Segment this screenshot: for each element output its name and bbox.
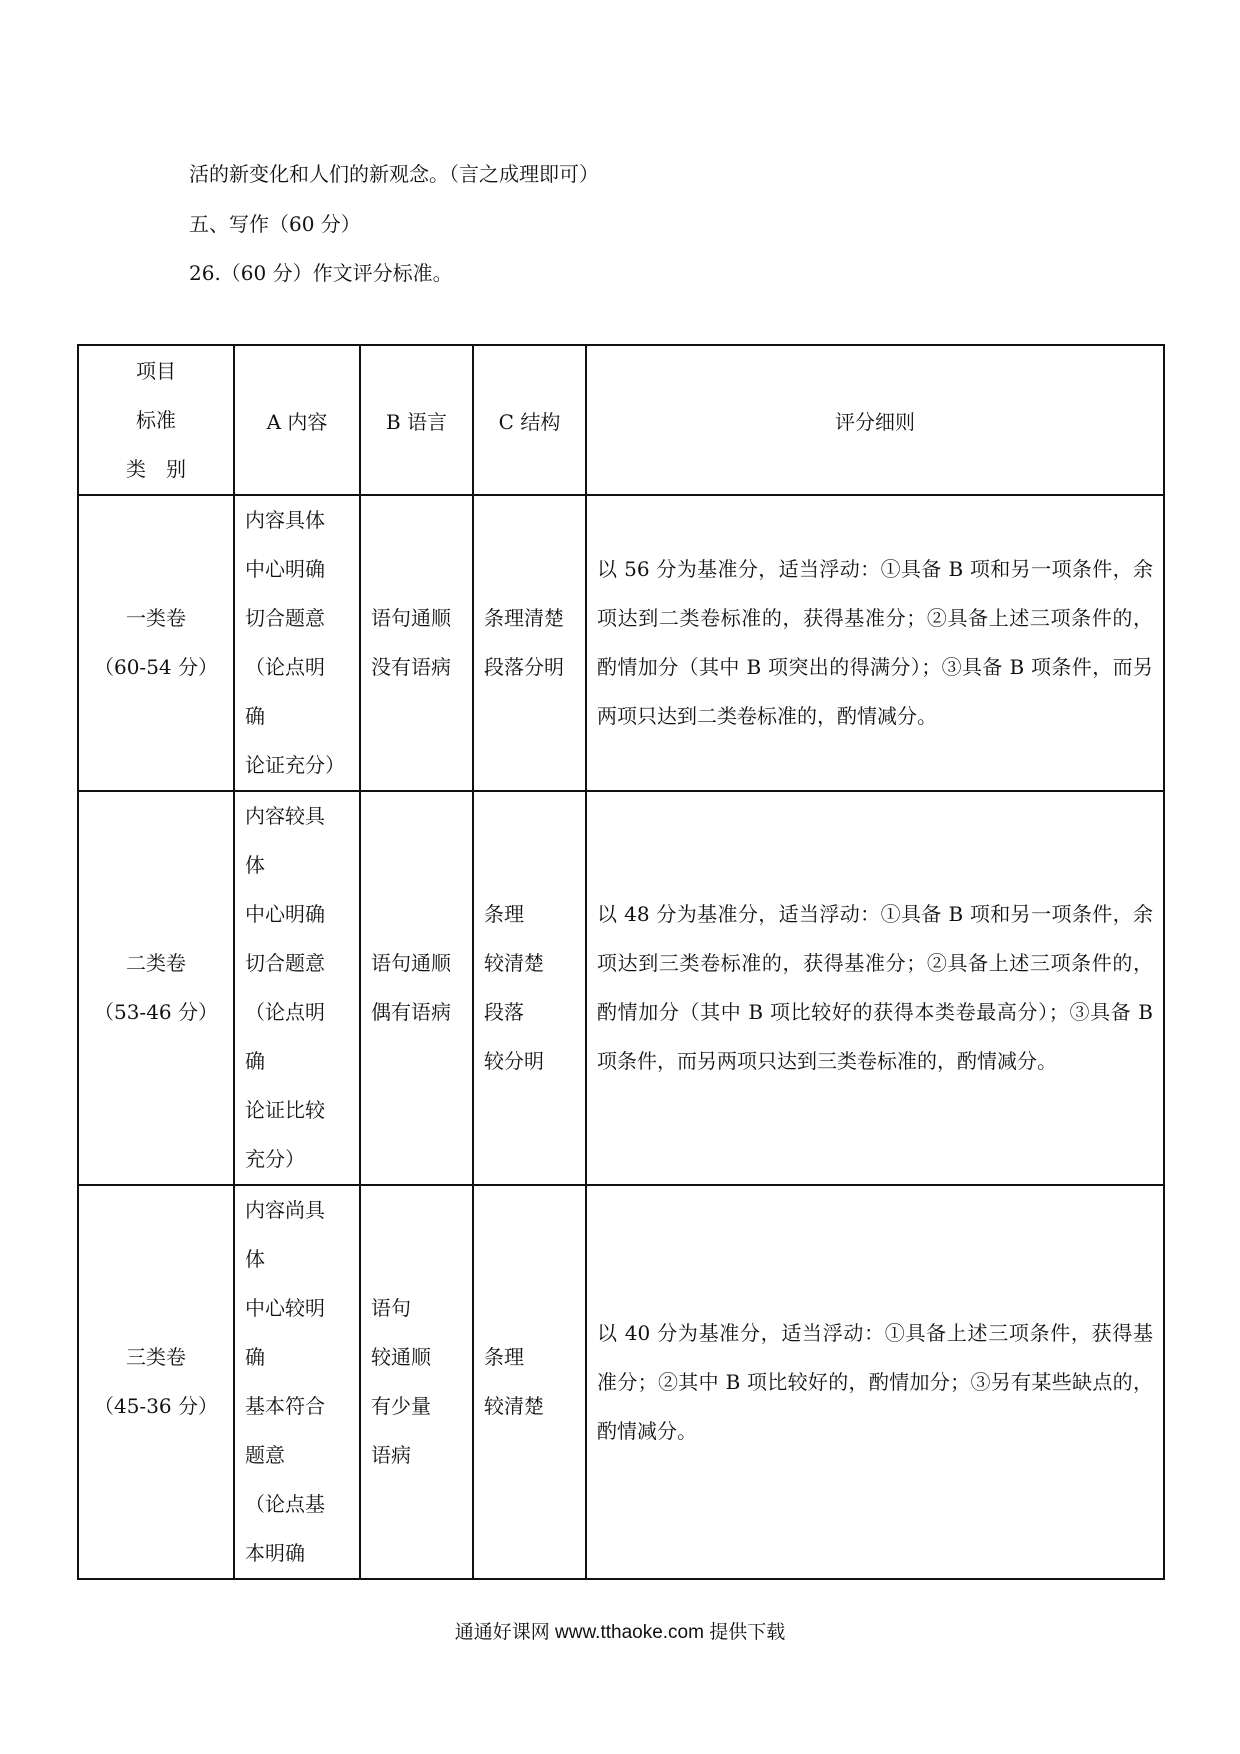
content-line: 基本符合 xyxy=(245,1394,325,1418)
language-cell xyxy=(360,791,473,1185)
category-range: （60-54 分） xyxy=(93,655,218,679)
content-line: 中心明确 xyxy=(245,902,325,926)
question-title: 26.（60 分）作文评分标准。 xyxy=(189,261,453,285)
content-line: 题意 xyxy=(245,1443,285,1467)
content-line: 内容尚具 xyxy=(245,1198,325,1222)
category-name: 一类卷 xyxy=(126,606,186,630)
content-line: 内容具体 xyxy=(245,508,325,532)
language-line: 偶有语病 xyxy=(371,1000,451,1024)
header-language: B 语言 xyxy=(360,345,473,495)
table-header-row xyxy=(78,345,1164,495)
structure-cell xyxy=(473,1185,586,1579)
content-line: 论证比较 xyxy=(245,1098,325,1122)
content-cell xyxy=(234,495,360,791)
category-cell xyxy=(78,495,234,791)
category-range: （45-36 分） xyxy=(93,1394,218,1418)
language-line: 没有语病 xyxy=(371,655,451,679)
language-line: 语句通顺 xyxy=(371,951,451,975)
structure-line: 条理 xyxy=(484,1345,524,1369)
category-cell xyxy=(78,791,234,1185)
header-corner-cell xyxy=(78,345,234,495)
language-cell xyxy=(360,495,473,791)
content-line: 充分） xyxy=(245,1147,305,1171)
content-line: 确 xyxy=(245,1345,265,1369)
structure-cell xyxy=(473,495,586,791)
structure-line: 较分明 xyxy=(484,1049,544,1073)
language-line: 较通顺 xyxy=(371,1345,431,1369)
table-row xyxy=(78,791,1164,1185)
content-line: 本明确 xyxy=(245,1541,305,1565)
structure-line: 条理清楚 xyxy=(484,606,564,630)
structure-line: 较清楚 xyxy=(484,1394,544,1418)
content-line: 确 xyxy=(245,1049,265,1073)
content-line: 论证充分） xyxy=(245,753,345,777)
scoring-table xyxy=(77,344,1165,1580)
content-line: 切合题意 xyxy=(245,951,325,975)
header-structure: C 结构 xyxy=(473,345,586,495)
structure-line: 段落分明 xyxy=(484,655,564,679)
language-line: 语句 xyxy=(371,1296,411,1320)
intro-line-1: 活的新变化和人们的新观念。（言之成理即可） xyxy=(189,162,599,186)
content-line: 中心明确 xyxy=(245,557,325,581)
language-cell xyxy=(360,1185,473,1579)
content-line: 确 xyxy=(245,704,265,728)
content-line: 体 xyxy=(245,1247,265,1271)
page-footer: 通通好课网 www.tthaoke.com 提供下载 xyxy=(454,1622,786,1643)
category-cell xyxy=(78,1185,234,1579)
category-range: （53-46 分） xyxy=(93,1000,218,1024)
language-line: 语句通顺 xyxy=(371,606,451,630)
content-line: 内容较具 xyxy=(245,804,325,828)
detail-cell: 以 56 分为基准分，适当浮动：①具备 B 项和另一项条件，余项达到二类卷标准的，获得基准分；②具备上述三项条件的，酌情加分（其中 B 项突出的得满分）；③具备 B 项条件，而另两项只达到二类卷标准的，酌情减分。 xyxy=(586,495,1164,791)
header-corner-text: 项目 xyxy=(136,358,176,383)
content-cell xyxy=(234,791,360,1185)
header-detail: 评分细则 xyxy=(586,345,1164,495)
section-heading: 五、写作（60 分） xyxy=(189,212,361,236)
content-line: 体 xyxy=(245,853,265,877)
table-row xyxy=(78,1185,1164,1579)
language-line: 有少量 xyxy=(371,1394,431,1418)
structure-line: 条理 xyxy=(484,902,524,926)
content-line: 切合题意 xyxy=(245,606,325,630)
structure-cell xyxy=(473,791,586,1185)
content-line: （论点明 xyxy=(245,655,325,679)
content-cell xyxy=(234,1185,360,1579)
structure-line: 较清楚 xyxy=(484,951,544,975)
header-corner-text: 类 别 xyxy=(126,456,186,481)
category-name: 二类卷 xyxy=(126,951,186,975)
header-content: A 内容 xyxy=(234,345,360,495)
table-row xyxy=(78,495,1164,791)
content-line: 中心较明 xyxy=(245,1296,325,1320)
category-name: 三类卷 xyxy=(126,1345,186,1369)
structure-line: 段落 xyxy=(484,1000,524,1024)
content-line: （论点基 xyxy=(245,1492,325,1516)
detail-cell: 以 40 分为基准分，适当浮动：①具备上述三项条件，获得基准分；②其中 B 项比较好的，酌情加分；③另有某些缺点的，酌情减分。 xyxy=(586,1185,1164,1579)
language-line: 语病 xyxy=(371,1443,411,1467)
detail-cell: 以 48 分为基准分，适当浮动：①具备 B 项和另一项条件，余项达到三类卷标准的，获得基准分；②具备上述三项条件的，酌情加分（其中 B 项比较好的获得本类卷最高分）；③具备 B 项条件，而另两项只达到三类卷标准的，酌情减分。 xyxy=(586,791,1164,1185)
content-line: （论点明 xyxy=(245,1000,325,1024)
header-corner-text: 标准 xyxy=(136,407,176,432)
